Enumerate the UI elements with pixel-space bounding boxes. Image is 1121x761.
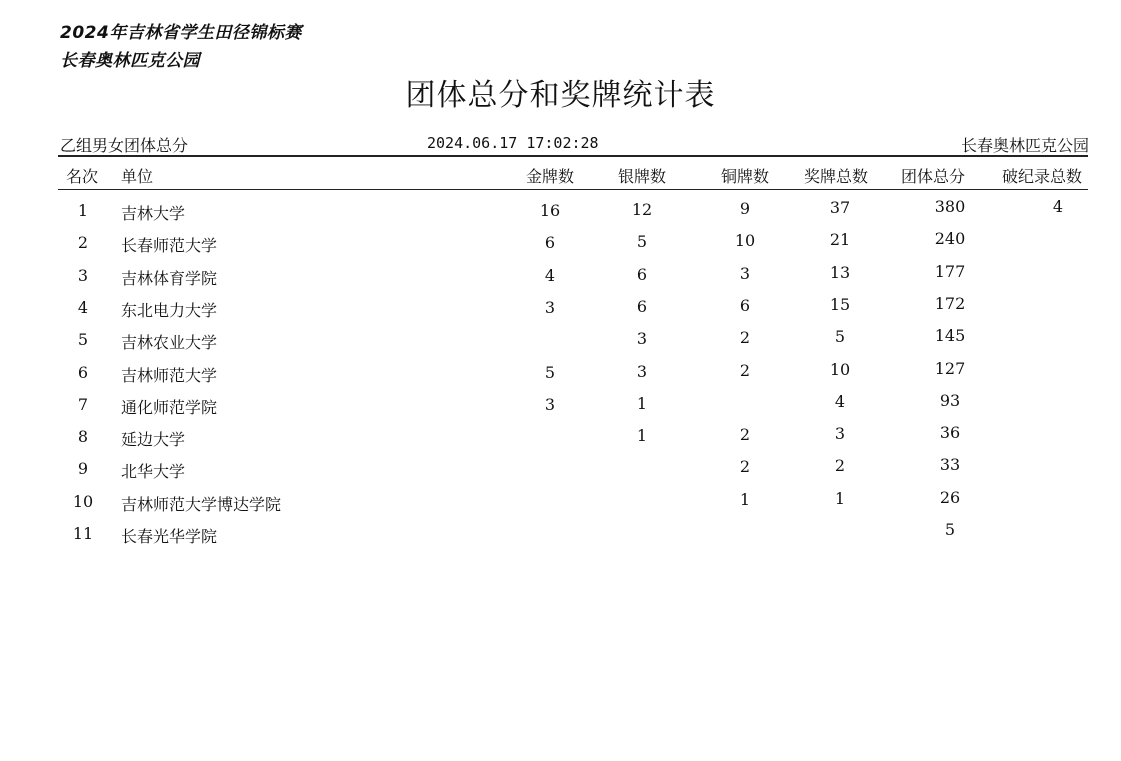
- cell-unit: 吉林师范大学: [121, 365, 218, 385]
- cell-gold: 6: [544, 233, 556, 253]
- cell-silver: 6: [636, 296, 648, 316]
- cell-total: 37: [829, 198, 851, 217]
- cell-bronze: 6: [739, 295, 751, 315]
- cell-total: 1: [834, 488, 846, 508]
- cell-score: 145: [934, 326, 966, 346]
- page-title: 团体总分和奖牌统计表: [405, 78, 716, 113]
- column-header-unit: 单位: [121, 167, 154, 186]
- cell-unit: 吉林师范大学博达学院: [121, 494, 282, 514]
- cell-total: 15: [829, 294, 851, 314]
- cell-rank: 1: [77, 201, 89, 220]
- cell-score: 93: [939, 390, 961, 410]
- cell-silver: 3: [636, 329, 648, 349]
- cell-bronze: 2: [739, 328, 751, 348]
- cell-score: 26: [939, 487, 961, 507]
- cell-score: 36: [939, 423, 961, 443]
- cell-gold: 3: [544, 394, 556, 414]
- column-header-rank: 名次: [65, 167, 98, 186]
- cell-unit: 长春光华学院: [121, 527, 218, 546]
- column-header-silver: 银牌数: [617, 167, 666, 186]
- group-label: 乙组男女团体总分: [60, 136, 189, 155]
- cell-score: 33: [939, 455, 961, 475]
- cell-silver: 6: [636, 264, 648, 284]
- cell-total: 5: [834, 327, 846, 347]
- cell-silver: 1: [636, 393, 648, 413]
- cell-total: 13: [829, 262, 851, 282]
- cell-unit: 吉林农业大学: [121, 333, 218, 353]
- column-header-bronze: 铜牌数: [720, 167, 769, 186]
- cell-total: 10: [829, 359, 851, 379]
- cell-bronze: 2: [739, 360, 751, 380]
- cell-bronze: 9: [739, 199, 751, 218]
- cell-rank: 7: [77, 394, 89, 414]
- cell-unit: 通化师范学院: [121, 397, 218, 417]
- event-location: 长春奥林匹克公园: [60, 51, 200, 71]
- cell-unit: 吉林大学: [121, 204, 186, 223]
- cell-silver: 1: [636, 426, 648, 446]
- cell-score: 127: [934, 358, 966, 378]
- cell-silver: 12: [631, 200, 653, 219]
- cell-score: 380: [934, 197, 966, 216]
- cell-rank: 8: [77, 427, 89, 447]
- cell-gold: 3: [544, 297, 556, 317]
- cell-rank: 4: [77, 297, 89, 317]
- cell-total: 2: [834, 456, 846, 476]
- cell-rank: 2: [77, 233, 89, 253]
- cell-unit: 长春师范大学: [121, 236, 218, 256]
- cell-total: 3: [834, 424, 846, 444]
- column-header-gold: 金牌数: [525, 167, 574, 186]
- cell-records: 4: [1052, 197, 1064, 216]
- cell-unit: 吉林体育学院: [121, 268, 218, 288]
- cell-rank: 9: [77, 459, 89, 479]
- venue-label: 长春奥林匹克公园: [960, 136, 1089, 155]
- cell-gold: 16: [539, 201, 561, 220]
- cell-unit: 东北电力大学: [121, 300, 218, 320]
- cell-rank: 10: [72, 491, 94, 511]
- cell-silver: 3: [636, 361, 648, 381]
- cell-score: 240: [934, 229, 966, 249]
- cell-bronze: 2: [739, 425, 751, 445]
- cell-bronze: 1: [739, 489, 751, 509]
- cell-unit: 延边大学: [121, 430, 186, 450]
- header-divider-thin: [58, 189, 1088, 190]
- cell-rank: 11: [72, 524, 94, 543]
- column-header-total: 奖牌总数: [803, 167, 868, 186]
- cell-unit: 北华大学: [121, 462, 186, 482]
- cell-bronze: 3: [739, 263, 751, 283]
- cell-silver: 5: [636, 232, 648, 252]
- cell-rank: 6: [77, 362, 89, 382]
- cell-total: 4: [834, 391, 846, 411]
- cell-bronze: 2: [739, 457, 751, 477]
- cell-total: 21: [829, 230, 851, 250]
- cell-bronze: 10: [734, 231, 756, 251]
- cell-gold: 5: [544, 362, 556, 382]
- cell-score: 177: [934, 261, 966, 281]
- cell-score: 5: [944, 520, 956, 539]
- cell-gold: 4: [544, 265, 556, 285]
- header-divider-thick: [58, 155, 1088, 157]
- column-header-score: 团体总分: [900, 167, 965, 186]
- cell-rank: 3: [77, 265, 89, 285]
- cell-score: 172: [934, 293, 966, 313]
- timestamp: 2024.06.17 17:02:28: [427, 134, 599, 152]
- cell-rank: 5: [77, 330, 89, 350]
- event-title: 2024年吉林省学生田径锦标赛: [60, 23, 302, 43]
- column-header-records: 破纪录总数: [1001, 167, 1082, 186]
